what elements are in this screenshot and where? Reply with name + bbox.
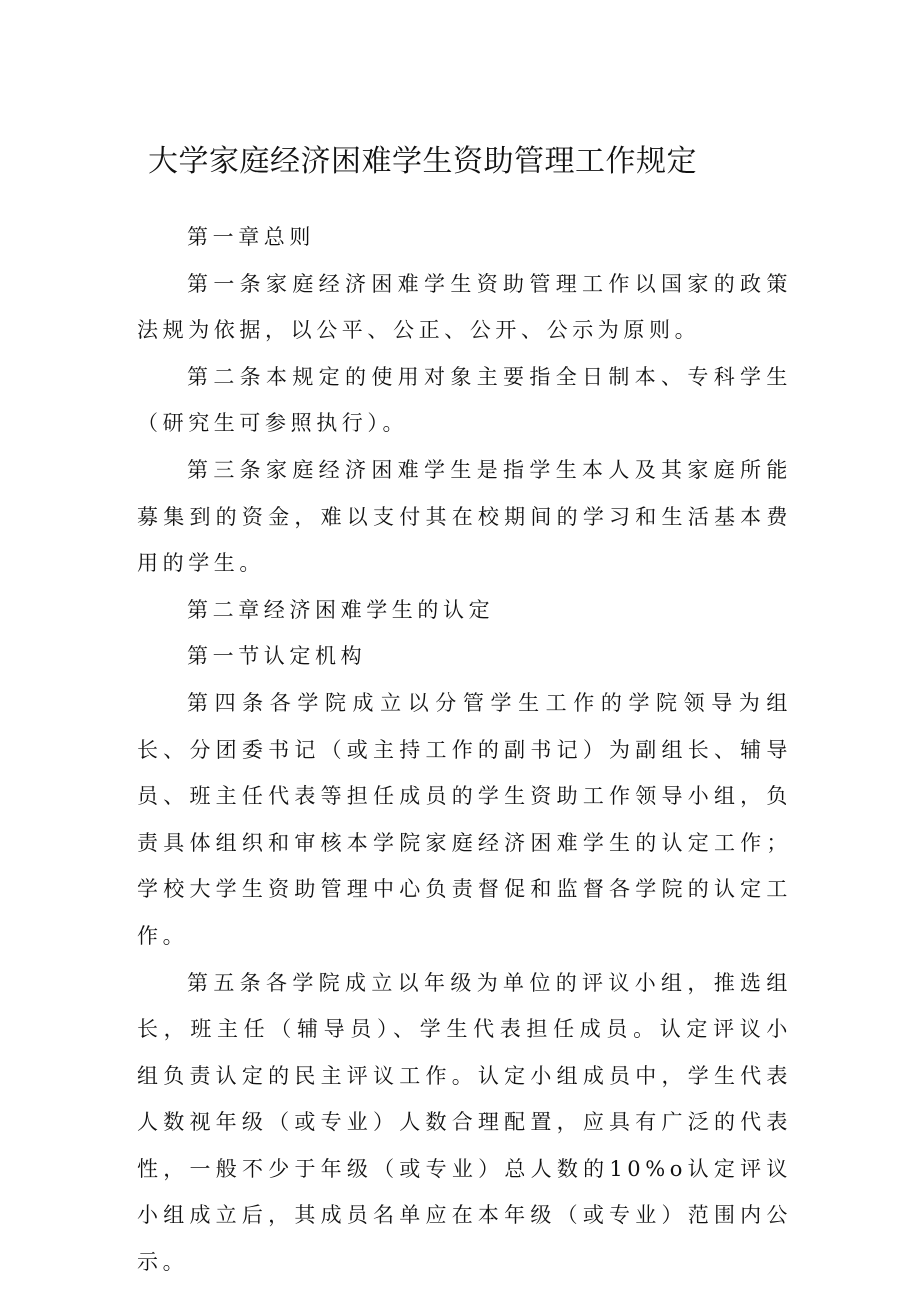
document-title: 大学家庭经济困难学生资助管理工作规定 [148,144,697,179]
section-heading-institution: 第一节认定机构 [187,644,367,669]
chapter-heading-identification: 第二章经济困难学生的认定 [187,597,495,622]
article-1: 第一条家庭经济困难学生资助管理工作以国家的政策法规为依据，以公平、公正、公开、公示为原则。 [137,271,792,343]
article-2: 第二条本规定的使用对象主要指全日制本、专科学生（研究生可参照执行）。 [137,364,792,436]
article-5: 第五条各学院成立以年级为单位的评议小组，推选组长，班主任（辅导员）、学生代表担任成员。认定评议小组负责认定的民主评议工作。认定小组成员中，学生代表人数视年级（或专业）人数合理配置，应具有广泛的代表性，一般不少于年级（或专业）总人数的10%o认定评议小组成立后，其成员名单应在本年级（或专业）范围内公示。 [137,970,792,1275]
article-4: 第四条各学院成立以分管学生工作的学院领导为组长、分团委书记（或主持工作的副书记）为副组长、辅导员、班主任代表等担任成员的学生资助工作领导小组，负责具体组织和审核本学院家庭经济困难学生的认定工作；学校大学生资助管理中心负责督促和监督各学院的认定工作。 [137,690,792,948]
document-body [137,214,792,1286]
chapter-heading-general: 第一章总则 [187,225,315,249]
article-3: 第三条家庭经济困难学生是指学生本人及其家庭所能募集到的资金，难以支付其在校期间的学习和生活基本费用的学生。 [137,457,792,576]
